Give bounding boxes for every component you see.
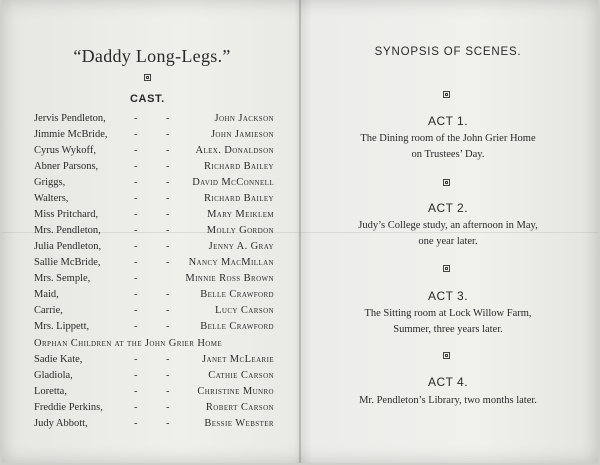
dash: -: [166, 225, 170, 236]
actor-name: Alex. Donaldson: [195, 145, 274, 156]
role-name: Sadie Kate,: [34, 354, 83, 365]
role-name: Jimmie McBride,: [34, 129, 108, 140]
dash: -: [166, 257, 170, 268]
ornament-icon: [443, 265, 450, 272]
actor-name: Cathie Carson: [208, 370, 274, 381]
actor-name: Robert Carson: [205, 402, 274, 413]
role-name: Carrie,: [34, 305, 63, 316]
dash: -: [134, 177, 138, 188]
act-description: [318, 306, 578, 338]
actor-name: Richard Bailey: [203, 161, 274, 172]
actor-name: Jenny A. Gray: [208, 241, 274, 252]
act-description-line: Summer, three years later.: [393, 324, 503, 335]
cast-row: [34, 145, 274, 161]
ornament-icon: [443, 91, 450, 98]
cast-row: [34, 402, 274, 418]
cast-row: [34, 161, 274, 177]
actor-name: Lucy Carson: [215, 305, 274, 316]
role-name: Sallie McBride,: [34, 257, 101, 268]
dash: -: [134, 257, 138, 268]
orphans-heading: Orphan Children at the John Grier Home: [34, 338, 223, 349]
dash: -: [134, 354, 138, 365]
dash: -: [134, 418, 138, 429]
role-name: Mrs. Semple,: [34, 273, 91, 284]
cast-row: [34, 193, 274, 209]
dash: -: [166, 129, 170, 140]
cast-row: [34, 257, 274, 273]
dash: -: [134, 129, 138, 140]
dash: -: [134, 321, 138, 332]
cast-row: [34, 354, 274, 370]
role-name: Cyrus Wykoff,: [34, 145, 96, 156]
actor-name: Belle Crawford: [200, 289, 274, 300]
dash: -: [166, 161, 170, 172]
role-name: Griggs,: [34, 177, 66, 188]
dash: -: [134, 370, 138, 381]
act-title: ACT 2.: [427, 201, 469, 215]
cast-row: [34, 225, 274, 241]
dash: -: [166, 241, 170, 252]
dash: -: [166, 145, 170, 156]
actor-name: Richard Bailey: [203, 193, 274, 204]
role-name: Jervis Pendleton,: [34, 113, 106, 124]
dash: -: [134, 161, 138, 172]
actor-name: Minnie Ross Brown: [185, 273, 274, 284]
role-name: Freddie Perkins,: [34, 402, 103, 413]
dash: -: [134, 386, 138, 397]
dash: -: [166, 305, 170, 316]
dash: -: [134, 113, 138, 124]
act-description-line: Mr. Pendleton’s Library, two months later.: [359, 395, 537, 406]
role-name: Julia Pendleton,: [34, 241, 102, 252]
dash: -: [166, 177, 170, 188]
actor-name: John Jackson: [214, 113, 274, 124]
dash: -: [166, 289, 170, 300]
dash: -: [166, 386, 170, 397]
cast-row: [34, 209, 274, 225]
actor-name: Christine Munro: [197, 386, 274, 397]
act-description-line: one year later.: [418, 236, 478, 247]
cast-row: [34, 289, 274, 305]
role-name: Walters,: [34, 193, 69, 204]
dash: -: [134, 273, 138, 284]
role-name: Judy Abbott,: [34, 418, 88, 429]
dash: -: [134, 193, 138, 204]
cast-row: [34, 305, 274, 321]
act-description-line: The Dining room of the John Grier Home: [360, 133, 536, 144]
cast-row: [34, 113, 274, 129]
actor-name: David McConnell: [192, 177, 274, 188]
act-title: ACT 4.: [427, 375, 469, 389]
cast-row: [34, 129, 274, 145]
act-description: [318, 218, 578, 250]
cast-row: [34, 386, 274, 402]
act-description-line: Judy’s College study, an afternoon in May,: [358, 220, 538, 231]
dash: -: [166, 193, 170, 204]
role-name: Mrs. Lippett,: [34, 321, 90, 332]
act-description: [318, 131, 578, 163]
actor-name: Nancy MacMillan: [188, 257, 274, 268]
act-title: ACT 3.: [427, 289, 469, 303]
dash: -: [166, 418, 170, 429]
dash: -: [166, 354, 170, 365]
act-description-line: The Sitting room at Lock Willow Farm,: [364, 308, 532, 319]
dash: -: [134, 145, 138, 156]
dash: -: [134, 305, 138, 316]
programme-sheet: [2, 0, 598, 463]
dash: -: [166, 113, 170, 124]
dash: -: [134, 402, 138, 413]
actor-name: Belle Crawford: [200, 321, 274, 332]
synopsis-heading: SYNOPSIS OF SCENES.: [374, 46, 522, 58]
dash: -: [166, 402, 170, 413]
cast-heading: CAST.: [130, 93, 165, 105]
act-description-line: on Trustees’ Day.: [411, 149, 485, 160]
dash: -: [134, 209, 138, 220]
act-title: ACT 1.: [427, 114, 469, 128]
dash: -: [166, 370, 170, 381]
role-name: Mrs. Pendleton,: [34, 225, 101, 236]
ornament-icon: [144, 74, 151, 81]
role-name: Loretta,: [34, 386, 67, 397]
actor-name: Mary Meiklem: [207, 209, 274, 220]
dash: -: [166, 209, 170, 220]
role-name: Gladiola,: [34, 370, 73, 381]
role-name: Maid,: [34, 289, 59, 300]
actor-name: John Jamieson: [210, 129, 274, 140]
play-title: “Daddy Long-Legs.”: [73, 46, 231, 66]
cast-row: [34, 273, 274, 289]
cast-row: [34, 321, 274, 337]
dash: -: [134, 225, 138, 236]
role-name: Abner Parsons,: [34, 161, 99, 172]
cast-row: [34, 418, 274, 434]
actor-name: Molly Gordon: [206, 225, 274, 236]
cast-row: [34, 177, 274, 193]
cast-row: [34, 241, 274, 257]
role-name: Miss Pritchard,: [34, 209, 99, 220]
actor-name: Janet McLearie: [202, 354, 274, 365]
actor-name: Bessie Webster: [204, 418, 274, 429]
dash: -: [134, 241, 138, 252]
dash: -: [134, 289, 138, 300]
dash: -: [166, 321, 170, 332]
ornament-icon: [443, 352, 450, 359]
ornament-icon: [443, 179, 450, 186]
act-description: [318, 393, 578, 409]
cast-row: [34, 370, 274, 386]
